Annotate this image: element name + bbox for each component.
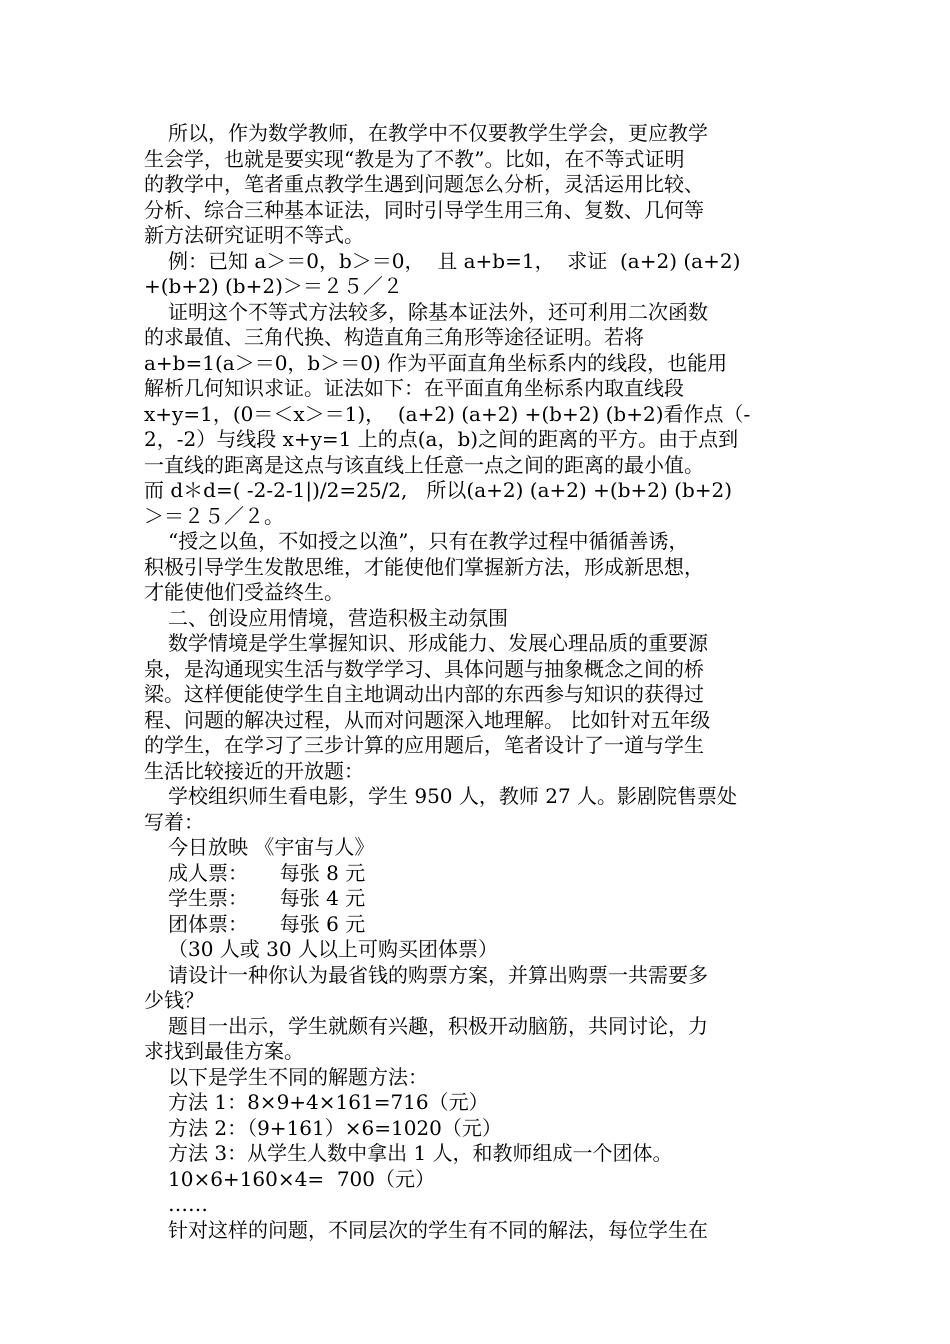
text-line: 分析、综合三种基本证法，同时引导学生用三角、复数、几何等 — [144, 197, 704, 222]
text-line: +(b+2) (b+2)＞＝２５／２ — [144, 274, 403, 298]
text-line: 少钱？ — [144, 988, 204, 1012]
text-line: 方法 3：从学生人数中拿出 1 人，和教师组成一个团体。 — [168, 1141, 673, 1165]
text-line: …… — [168, 1192, 208, 1216]
text-line: 的学生，在学习了三步计算的应用题后，笔者设计了一道与学生 — [144, 733, 704, 757]
text-line: 成人票： 每张 8 元 — [168, 860, 366, 885]
text-line: 新方法研究证明不等式。 — [144, 223, 364, 247]
text-line: 梁。这样便能使学生自主地调动出内部的东西参与知识的获得过 — [144, 682, 704, 706]
text-line: 积极引导学生发散思维，才能使他们掌握新方法，形成新思想， — [144, 554, 704, 579]
text-line: “授之以鱼，不如授之以渔”，只有在教学过程中循循善诱， — [168, 529, 689, 553]
text-line: 的教学中，笔者重点教学生遇到问题怎么分析，灵活运用比较、 — [144, 172, 704, 196]
text-line: 泉，是沟通现实生活与数学学习、具体问题与抽象概念之间的桥 — [144, 656, 704, 681]
text-line: 所以，作为数学教师，在教学中不仅要教学生学会，更应教学 — [168, 121, 708, 145]
text-line: 针对这样的问题，不同层次的学生有不同的解法，每位学生在 — [168, 1217, 708, 1242]
text-line: 解析几何知识求证。证法如下：在平面直角坐标系内取直线段 — [144, 376, 684, 400]
text-line: 证明这个不等式方法较多，除基本证法外，还可利用二次函数 — [168, 299, 708, 324]
text-line: 生会学，也就是要实现“教是为了不教”。比如，在不等式证明 — [144, 146, 685, 171]
text-line: 学生票： 每张 4 元 — [168, 886, 366, 910]
text-line: 题目一出示，学生就颇有兴趣，积极开动脑筋，共同讨论，力 — [168, 1013, 708, 1038]
text-line: 2，-2）与线段 x+y=1 上的点(a，b)之间的距离的平方。由于点到 — [144, 427, 739, 451]
text-line: x+y=1，(0＝＜x＞＝1)， (a+2) (a+2) +(b+2) (b+2)看作点（- — [144, 401, 751, 426]
text-line: 团体票： 每张 6 元 — [168, 911, 366, 936]
text-line: 方法 2：（9+161）×6=1020（元） — [168, 1115, 502, 1140]
text-line: 生活比较接近的开放题： — [144, 758, 364, 783]
text-line: 学校组织师生看电影，学生 950 人，教师 27 人。影剧院售票处 — [168, 784, 738, 808]
text-line: 一直线的距离是这点与该直线上任意一点之间的距离的最小值。 — [144, 452, 704, 477]
text-line: 以下是学生不同的解题方法： — [168, 1064, 428, 1089]
text-line: 而 d＊d=( -2-2-1|)/2=25/2, 所以(a+2) (a+2) +(b+2) (b+2) — [144, 478, 733, 502]
text-line: 10×6+160×4= 700（元） — [168, 1166, 435, 1191]
text-line: 方法 1：8×9+4×161=716（元） — [168, 1090, 489, 1114]
section-heading: 二、创设应用情境，营造积极主动氛围 — [168, 605, 508, 630]
text-line: 请设计一种你认为最省钱的购票方案，并算出购票一共需要多 — [168, 962, 708, 987]
text-line: 今日放映 《宇宙与人》 — [168, 835, 375, 859]
text-line: a+b=1(a＞＝0，b＞＝0) 作为平面直角坐标系内的线段，也能用 — [144, 350, 728, 375]
text-line: 求找到最佳方案。 — [144, 1039, 304, 1063]
document-body — [144, 121, 784, 1243]
text-line: 数学情境是学生掌握知识、形成能力、发展心理品质的重要源 — [168, 631, 708, 655]
text-line: 才能使他们受益终生。 — [144, 580, 344, 604]
text-line: 的求最值、三角代换、构造直角三角形等途径证明。若将 — [144, 325, 644, 349]
text-line: 例：已知 a＞＝0，b＞＝0， 且 a+b=1， 求证 (a+2) (a+2) — [168, 248, 741, 273]
text-line: ＞＝２５／２。 — [144, 503, 284, 528]
text-line: 写着： — [144, 809, 204, 834]
text-line: （30 人或 30 人以上可购买团体票） — [168, 937, 498, 961]
text-line: 程、问题的解决过程，从而对问题深入地理解。 比如针对五年级 — [144, 707, 711, 732]
